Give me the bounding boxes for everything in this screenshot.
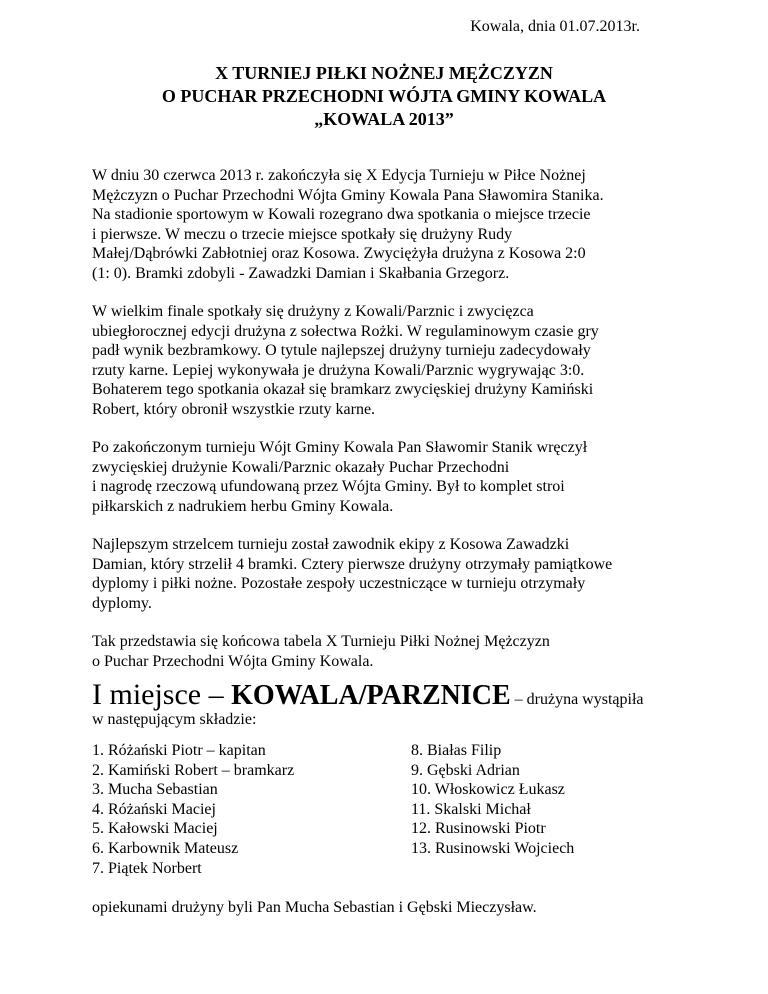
paragraph-line: Tak przedstawia się końcowa tabela X Turnieju Piłki Nożnej Mężczyzn [92,633,550,650]
paragraph-line: Damian, który strzelił 4 bramki. Cztery pierwsze drużyny otrzymały pamiątkowe [92,555,613,573]
roster-item: 13. Rusinowski Wojciech [411,839,575,857]
paragraph-line: Po zakończonym turnieju Wójt Gminy Kowala Pan Sławomir Stanik wręczył [92,439,588,456]
paragraph-2 [92,302,692,419]
roster-item: 4. Różański Maciej [92,800,216,818]
paragraph-line: Małej/Dąbrówki Zabłotniej oraz Kosowa. Zwyciężyła drużyna z Kosowa 2:0 [92,245,586,262]
roster-item: 6. Karbownik Mateusz [92,839,239,857]
paragraph-line: o Puchar Przechodni Wójta Gminy Kowala. [92,652,374,670]
title-line: X TURNIEJ PIŁKI NOŻNEJ MĘŻCZYZN [215,63,553,83]
paragraph-line: i nagrodę rzeczową ufundowaną przez Wójta Gminy. Był to komplet stroi [92,478,565,495]
paragraph-line: W dniu 30 czerwca 2013 r. zakończyła się X Edycja Turnieju w Piłce Nożnej [92,167,586,184]
paragraph-line: Bohaterem tego spotkania okazał się bramkarz zwycięskiej drużyny Kamiński [92,381,594,398]
roster-item: 2. Kamiński Robert – bramkarz [92,761,295,779]
paragraph-line: rzuty karne. Lepiej wykonywała je drużyna Kowali/Parznic wygrywając 3:0. [92,361,585,379]
roster-item: 3. Mucha Sebastian [92,781,218,799]
paragraph-line: ubiegłorocznej edycji drużyna z sołectwa Rożki. W regulaminowym czasie gry [92,322,599,340]
paragraph-line: padł wynik bezbramkowy. O tytule najlepszej drużyny turnieju zadecydowały [92,342,591,359]
result-team: KOWALA/PARZNICE [231,680,511,711]
paragraph-line: dyplomy. [92,594,152,612]
title-line: O PUCHAR PRZECHODNI WÓJTA GMINY KOWALA [161,86,607,106]
result-suffix: – drużyna wystąpiła [510,691,644,708]
paragraph-line: i pierwsze. W meczu o trzecie miejsce spotkały się drużyny Rudy [92,225,513,243]
paragraph-4 [92,535,692,613]
title-line: „KOWALA 2013” [314,109,454,129]
paragraph-line: Robert, który obronił wszystkie rzuty karne. [92,400,376,418]
roster-item: 10. Włoskowicz Łukasz [411,781,565,799]
roster-item: 1. Różański Piotr – kapitan [92,742,266,759]
paragraph-line: Na stadionie sportowym w Kowali rozegrano dwa spotkania o miejsce trzecie [92,206,591,223]
roster-item: 11. Skalski Michał [411,800,531,818]
roster-item: 5. Kałowski Maciej [92,820,218,838]
roster-right [411,741,574,859]
paragraph-1 [92,166,692,283]
paragraph-line: dyplomy i piłki nożne. Pozostałe zespoły uczestniczące w turnieju otrzymały [92,575,586,592]
document-date: Kowala, dnia 01.07.2013r. [470,18,640,35]
paragraph-line: (1: 0). Bramki zdobyli - Zawadzki Damian i Skałbania Grzegorz. [92,264,510,282]
closing-line: opiekunami drużyny byli Pan Mucha Sebastian i Gębski Mieczysław. [92,899,537,916]
paragraph-line: W wielkim finale spotkały się drużyny z Kowali/Parznic i zwycięzca [92,303,534,320]
paragraph-line: zwycięskiej drużynie Kowali/Parznic okazały Puchar Przechodni [92,458,510,476]
roster-item: 9. Gębski Adrian [411,761,520,779]
document-title [0,62,768,131]
roster-item: 8. Białas Filip [411,742,502,759]
roster-left [92,741,294,878]
paragraph-5 [92,632,692,671]
paragraph-line: piłkarskich z nadrukiem herbu Gminy Kowala. [92,497,394,515]
result-line-2: w następującym składzie: [92,711,257,728]
roster-item: 7. Piątek Norbert [92,859,202,877]
paragraph-3 [92,438,692,516]
paragraph-line: Najlepszym strzelcem turnieju został zawodnik ekipy z Kosowa Zawadzki [92,536,570,553]
paragraph-line: Mężczyzn o Puchar Przechodni Wójta Gminy Kowala Pana Sławomira Stanika. [92,186,604,204]
result-place: I miejsce – [92,678,232,711]
result-headline [92,678,644,712]
roster-item: 12. Rusinowski Piotr [411,820,546,838]
